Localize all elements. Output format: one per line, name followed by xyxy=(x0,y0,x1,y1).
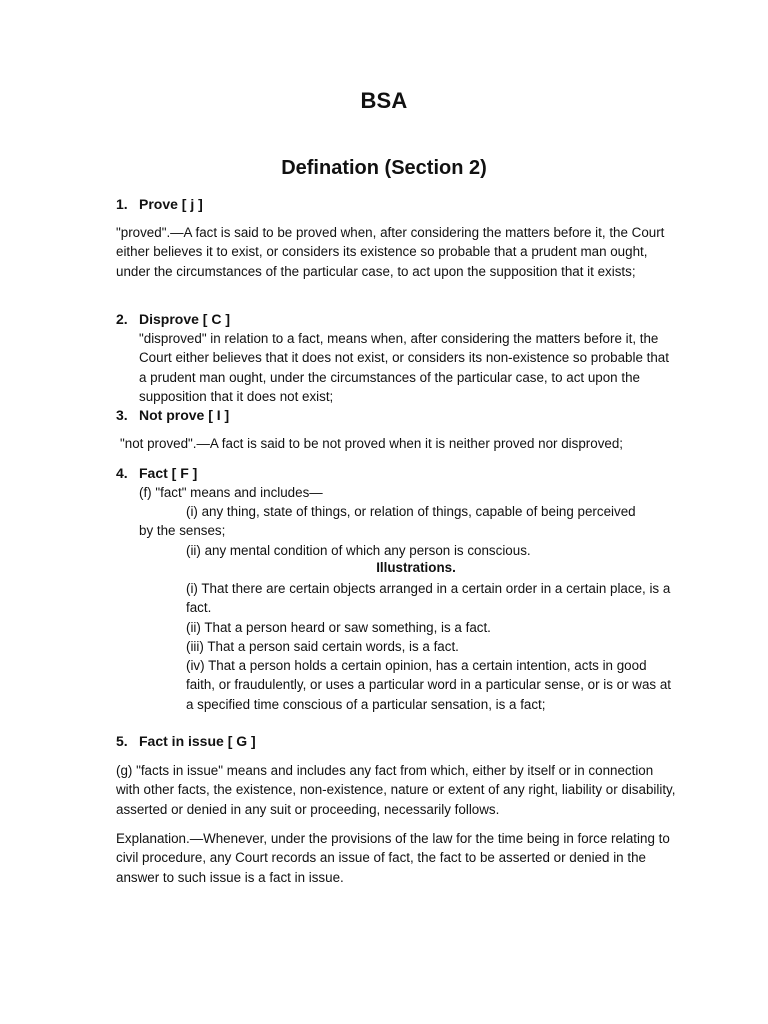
section-number: 2. xyxy=(116,311,128,327)
section-explanation-fact-in-issue: Explanation.—Whenever, under the provisions of the law for the time being in force relating to civil procedure, any Court records an issue of fact, the fact to be asserted or denied in the answer to such issue is a fact in issue. xyxy=(116,831,670,885)
fact-item-i-continuation: by the senses; xyxy=(139,523,226,538)
section-number: 3. xyxy=(116,407,128,423)
section-heading-fact xyxy=(116,465,197,481)
section-heading-prove xyxy=(116,196,203,212)
illustrations-heading: Illustrations. xyxy=(376,560,456,575)
section-number: 4. xyxy=(116,465,128,481)
fact-item-ii: (ii) any mental condition of which any person is conscious. xyxy=(186,543,531,558)
section-title: Prove [ j ] xyxy=(139,196,203,212)
fact-intro: (f) "fact" means and includes— xyxy=(139,485,323,500)
section-body-prove: "proved".—A fact is said to be proved when, after considering the matters before it, the Court either believes it to exist, or considers its existence so probable that a prudent man ought, under the circumstances of the particular case, to act upon the supposition that it exists; xyxy=(116,225,665,279)
illustration-item: (i) That there are certain objects arranged in a certain order in a certain place, is a fact. xyxy=(186,581,671,616)
section-title: Disprove [ C ] xyxy=(139,311,231,327)
section-title: Fact [ F ] xyxy=(139,465,198,481)
section-heading-disprove xyxy=(116,311,230,327)
section-number: 5. xyxy=(116,733,128,749)
document-subtitle: Defination (Section 2) xyxy=(281,157,487,179)
section-number: 1. xyxy=(116,196,128,212)
section-body-fact-in-issue: (g) "facts in issue" means and includes any fact from which, either by itself or in connection with other facts, the existence, non-existence, nature or extent of any right, liability or disability, asserted or denied in any suit or proceeding, necessarily follows. xyxy=(116,763,676,817)
section-heading-fact-in-issue xyxy=(116,733,256,749)
illustration-item: (iv) That a person holds a certain opinion, has a certain intention, acts in good faith, or fraudulently, or uses a particular word in a particular sense, or is or was at a specified time conscious of a particular sensation, is a fact; xyxy=(186,658,672,712)
section-body-not-prove: "not proved".—A fact is said to be not proved when it is neither proved nor disproved; xyxy=(120,436,624,451)
section-heading-not-prove xyxy=(116,407,229,423)
illustration-item: (ii) That a person heard or saw something, is a fact. xyxy=(186,620,491,635)
section-body-disprove: "disproved" in relation to a fact, means when, after considering the matters before it, the Court either believes that it does not exist, or considers its non-existence so probable that a prudent man ought, under the circumstances of the particular case, to act upon the supposition that it does not exist; xyxy=(139,331,669,405)
document-title: BSA xyxy=(360,88,408,113)
section-title: Fact in issue [ G ] xyxy=(139,733,256,749)
illustration-item: (iii) That a person said certain words, is a fact. xyxy=(186,639,459,654)
fact-item-i: (i) any thing, state of things, or relation of things, capable of being perceived xyxy=(186,504,636,519)
section-title: Not prove [ I ] xyxy=(139,407,230,423)
